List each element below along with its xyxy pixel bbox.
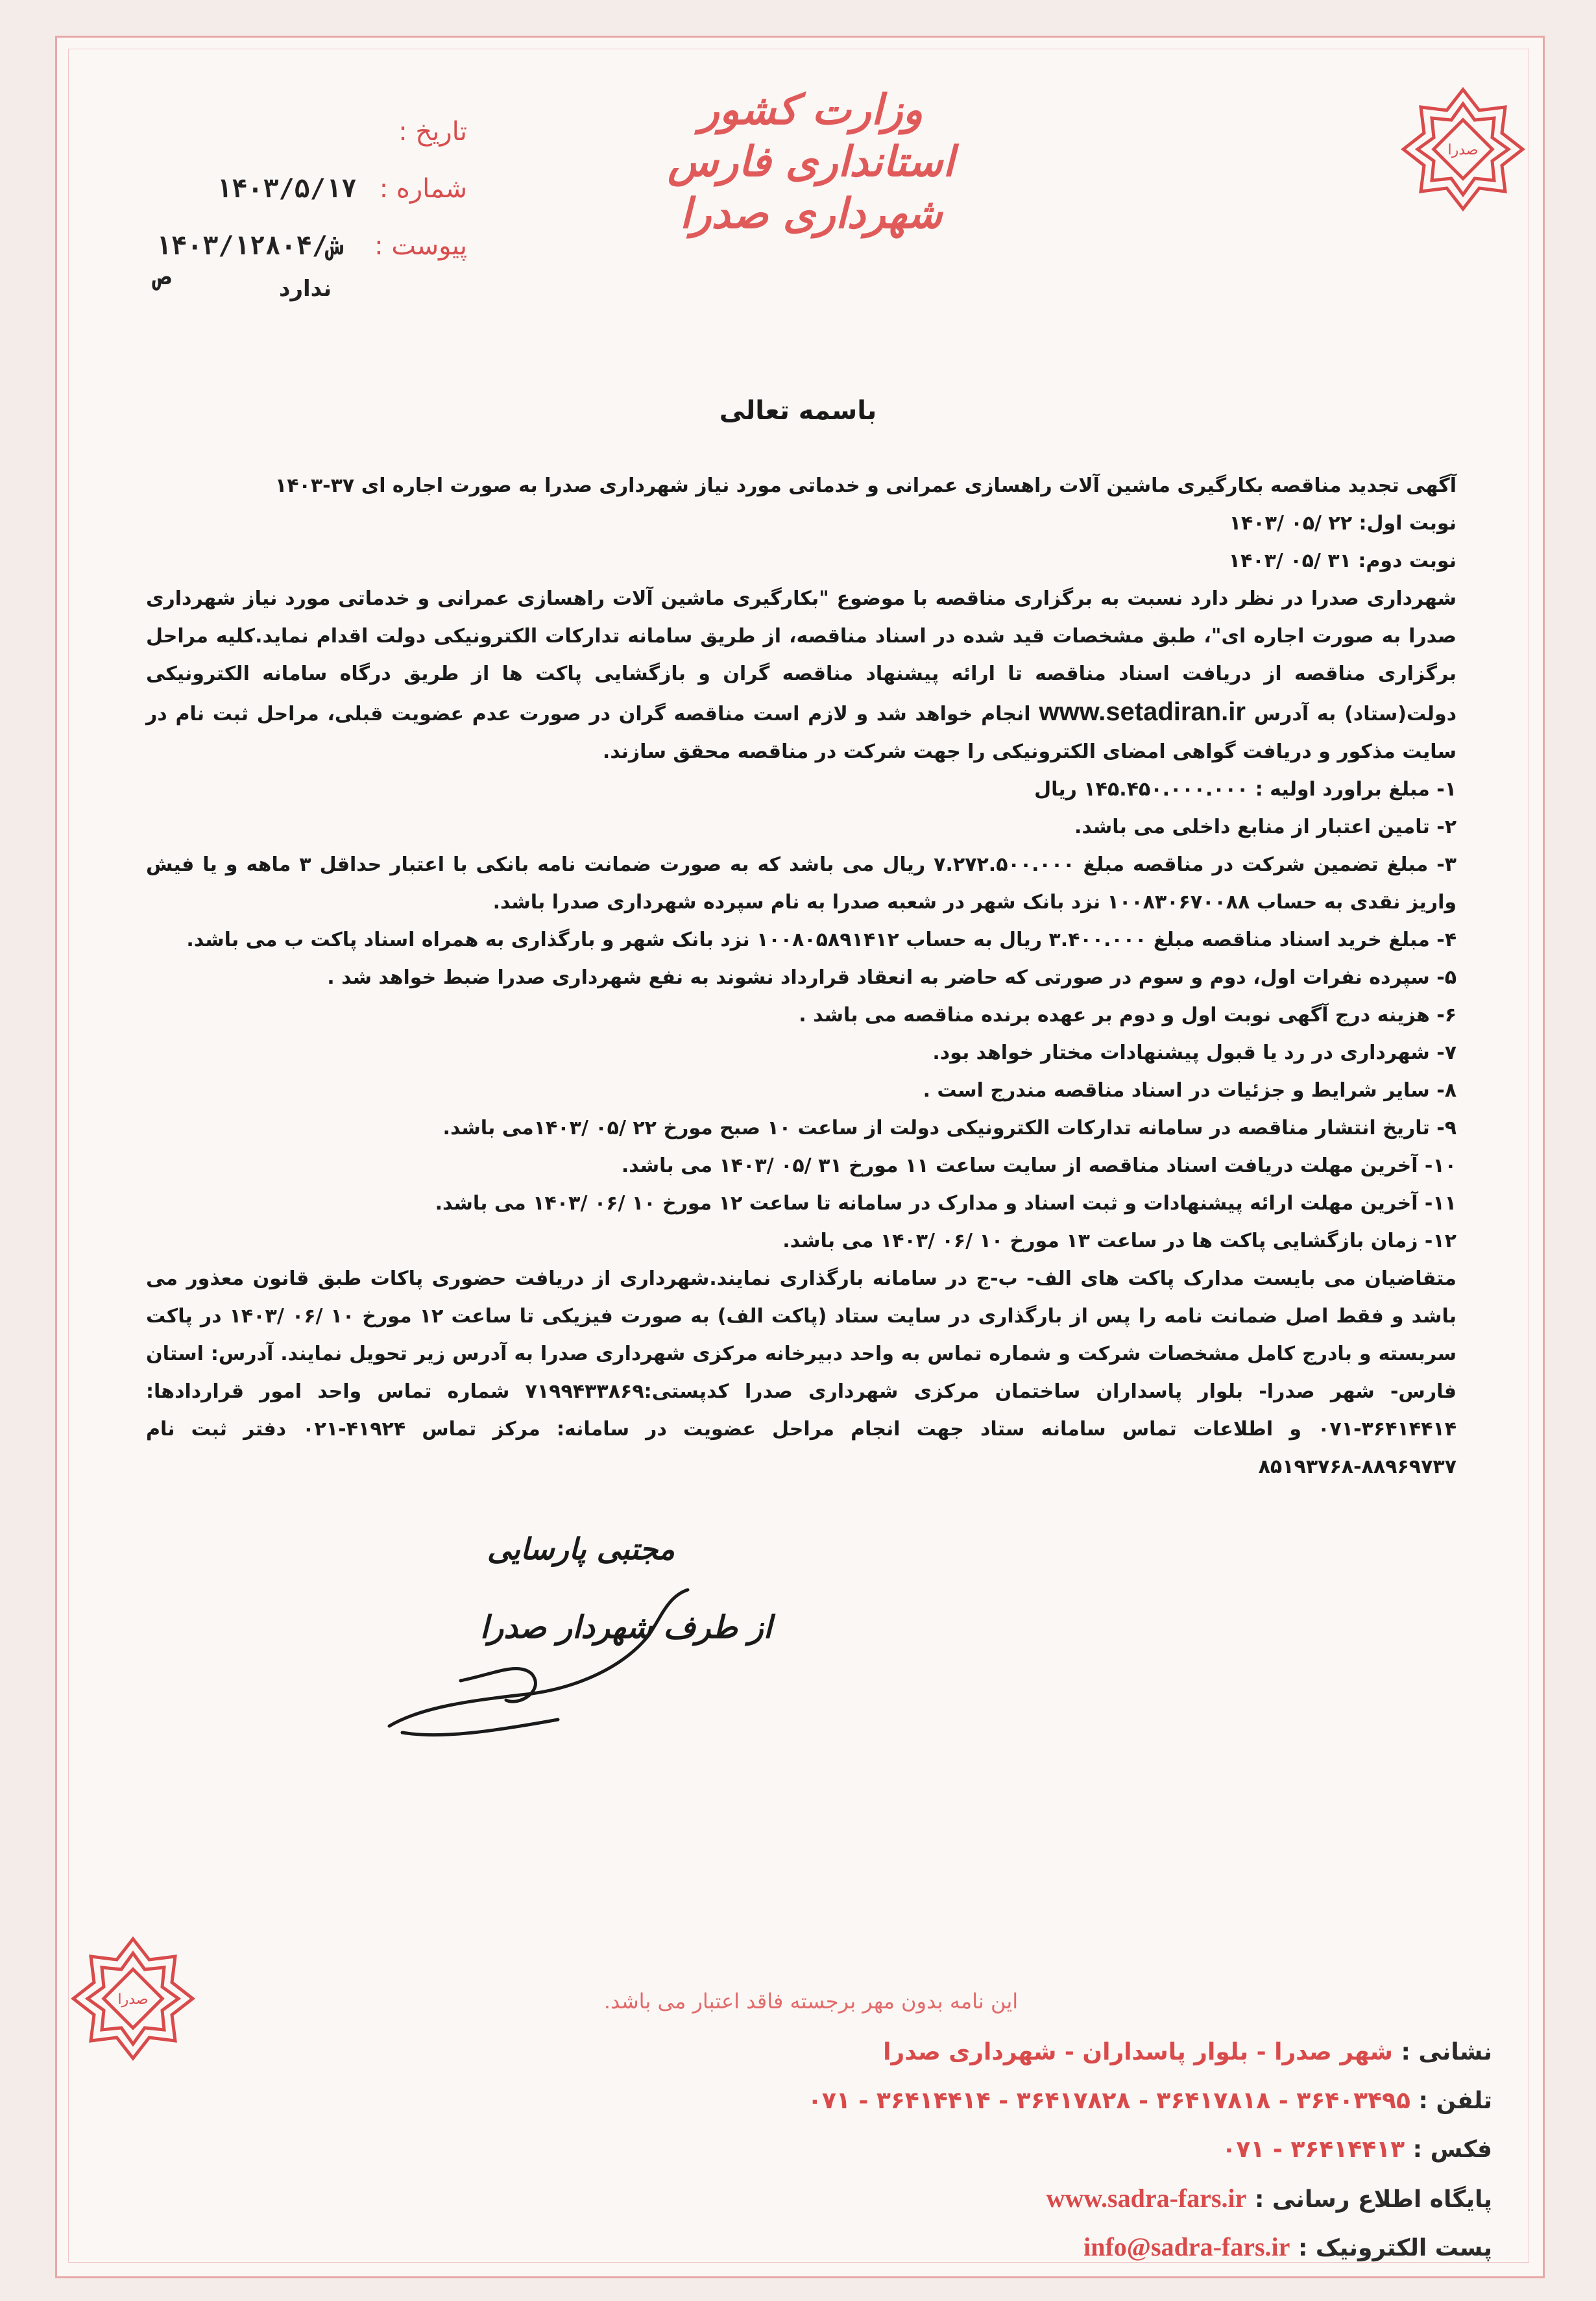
invocation: باسمه تعالی (719, 396, 877, 426)
intro-text-continued: انجام خواهد شد و لازم است مناقصه گران در صورت عدم عضویت قبلی، مراحل ثبت نام در سایت مذکور و دریافت گواهی امضای الکترونیکی را جهت شرکت در مناقصه محقق سازند. (146, 703, 1457, 763)
fax-label: فکس : (1412, 2136, 1492, 2163)
footer-email (130, 2222, 1492, 2271)
svg-text:صدرا: صدرا (117, 1991, 149, 2008)
list-item: ۱۱- آخرین مهلت ارائه پیشنهادات و ثبت اسناد و مدارک در سامانه تا ساعت ۱۲ مورخ ۱۰ /۰۶ /۱۴۰۳ می باشد. (435, 1192, 1457, 1215)
website-label: پایگاه اطلاع رسانی : (1254, 2186, 1492, 2213)
attachment-value: ۱۴۰۳/۱۲۸۰۴/ش ص (156, 231, 343, 291)
notice-title: آگهی تجدید مناقصه بکارگیری ماشین آلات راهسازی عمرانی و خدماتی مورد نیاز شهرداری صدرا به صورت اجاره ای ۳۷-۱۴۰۳ (274, 474, 1457, 497)
letterhead (616, 84, 1006, 240)
website-link[interactable]: www.sadra-fars.ir (1046, 2184, 1247, 2213)
list-item: ۷- شهرداری در رد یا قبول پیشنهادات مختار خواهد بود. (932, 1041, 1457, 1064)
footer-fax (130, 2125, 1492, 2174)
footer-address (130, 2028, 1492, 2076)
list-item: ۱- مبلغ براورد اولیه : ۱۴۵.۴۵۰.۰۰۰.۰۰۰ ریال (1034, 778, 1457, 801)
intro-text: شهرداری صدرا در نظر دارد نسبت به برگزاری مناقصه با موضوع "بکارگیری ماشین آلات راهسازی عمرانی و خدماتی مورد نیاز شهرداری صدرا به صورت اجاره ای"، طبق مشخصات قید شده در اسناد مناقصه، از طریق سامانه تدارکات الکترونیکی دولت اقدام نماید.کلیه مراحل برگزاری مناقصه از دریافت اسناد مناقصه تا ارائه پیشنهاد مناقصه گران و بازگشایی پاکت ها از طریق درگاه سامانه الکترونیکی دولت(ستاد) به آدرس (146, 587, 1457, 725)
setad-website-link[interactable]: www.setadiran.ir (1039, 698, 1246, 726)
email-label: پست الکترونیک : (1298, 2235, 1492, 2261)
attachment-label: پیوست : (374, 231, 467, 261)
signer-prefix: از طرف (663, 1609, 772, 1646)
municipality-name: شهرداری صدرا (679, 189, 943, 238)
address-value: شهر صدرا - بلوار پاسداران - شهرداری صدرا (883, 2039, 1393, 2065)
signer-role: شهردار صدرا (479, 1609, 653, 1646)
governorate-name: استانداری فارس (668, 138, 954, 186)
address-label: نشانی : (1401, 2039, 1492, 2065)
ministry-name: وزارت کشور (699, 86, 923, 134)
list-item: ۹- تاریخ انتشار مناقصه در سامانه تدارکات الکترونیکی دولت از ساعت ۱۰ صبح مورخ ۲۲ /۰۵ /۱۴۰۳می باشد. (442, 1117, 1457, 1139)
date-label: تاریخ : (398, 117, 467, 147)
round-two: نوبت دوم: ۳۱ /۰۵ /۱۴۰۳ (1228, 550, 1457, 572)
list-item: ۳- مبلغ تضمین شرکت در مناقصه مبلغ ۷.۲۷۲.۵۰۰.۰۰۰ ریال می باشد که به صورت ضمانت نامه بانکی با اعتبار حداقل ۳ ماهه و یا فیش واریز نقدی به حساب ۱۰۰۸۳۰۶۷۰۰۸۸ نزد بانک شهر در شعبه صدرا به نام سپرده شهرداری صدرا باشد. (146, 853, 1457, 914)
phone-label: تلفن : (1418, 2088, 1492, 2114)
conditions-list (146, 771, 1457, 1260)
attachment-note: ندارد (279, 276, 332, 302)
email-link[interactable]: info@sadra-fars.ir (1083, 2232, 1290, 2261)
letter-footer (130, 2028, 1492, 2271)
stamp-validity-note: این نامه بدون مهر برجسته فاقد اعتبار می باشد. (603, 1989, 1019, 2014)
notice-body (146, 467, 1457, 1486)
round-one: نوبت اول: ۲۲ /۰۵ /۱۴۰۳ (1229, 512, 1457, 535)
handwritten-signature-icon (363, 1577, 714, 1746)
notice-intro (146, 580, 1457, 771)
fax-value: ۳۶۴۱۴۴۱۳ - ۰۷۱ (1222, 2136, 1405, 2163)
svg-text:صدرا: صدرا (1447, 142, 1479, 158)
list-item: ۱۲- زمان بازگشایی پاکت ها در ساعت ۱۳ مورخ ۱۰ /۰۶ /۱۴۰۳ می باشد. (782, 1230, 1457, 1252)
list-item: ۱۰- آخرین مهلت دریافت اسناد مناقصه از سایت ساعت ۱۱ مورخ ۳۱ /۰۵ /۱۴۰۳ می باشد. (621, 1154, 1457, 1177)
list-item: ۲- تامین اعتبار از منابع داخلی می باشد. (1074, 816, 1457, 838)
footer-phone (130, 2076, 1492, 2125)
list-item: ۶- هزینه درج آگهی نوبت اول و دوم بر عهده برنده مناقصه می باشد . (799, 1004, 1457, 1027)
phone-value: ۳۶۴۰۳۴۹۵ - ۳۶۴۱۷۸۱۸ - ۳۶۴۱۷۸۲۸ - ۳۶۴۱۴۴۱۴ - ۰۷۱ (807, 2088, 1410, 2114)
number-value: ۱۴۰۳/۵/۱۷ (216, 174, 357, 204)
list-item: ۵- سپرده نفرات اول، دوم و سوم در صورتی که حاضر به انعقاد قرارداد نشوند به نفع شهرداری صدرا ضبط خواهد شد . (327, 966, 1457, 989)
list-item: ۴- مبلغ خرید اسناد مناقصه مبلغ ۳.۴۰۰.۰۰۰ ریال به حساب ۱۰۰۸۰۵۸۹۱۴۱۲ نزد بانک شهر و بارگذاری به همراه اسناد پاکت ب می باشد. (186, 929, 1457, 951)
number-label: شماره : (379, 174, 467, 204)
municipality-emblem-icon (1398, 84, 1528, 214)
signer-name: مجتبی پارسایی (487, 1531, 675, 1566)
closing-paragraph: متقاضیان می بایست مدارک پاکت های الف- ب-ج در سامانه بارگذاری نمایند.شهرداری از دریافت حضوری پاکات طبق قانون معذور می باشد و فقط اصل ضمانت نامه را پس از بارگذاری در سایت ستاد (پاکت الف) به صورت فیزیکی تا ساعت ۱۲ مورخ ۱۰ /۰۶ /۱۴۰۳ در پاکت سربسته و بادرج کامل مشخصات شرکت و شماره تماس به واحد دبیرخانه مرکزی شهرداری صدرا به آدرس زیر تحویل نمایند. آدرس: استان فارس- شهر صدرا- بلوار پاسداران ساختمان مرکزی شهرداری صدرا کدپستی:۷۱۹۹۴۳۳۸۶۹ شماره تماس واحد امور قراردادها: ۳۶۴۱۴۴۱۴-۰۷۱ و اطلاعات تماس سامانه ستاد جهت انجام مراحل عضویت در سامانه: مرکز تماس ۴۱۹۲۴-۰۲۱ دفتر ثبت نام ۸۸۹۶۹۷۳۷-۸۵۱۹۳۷۶۸ (146, 1267, 1457, 1478)
list-item: ۸- سایر شرایط و جزئیات در اسناد مناقصه مندرج است . (923, 1079, 1457, 1102)
footer-website (130, 2174, 1492, 2222)
